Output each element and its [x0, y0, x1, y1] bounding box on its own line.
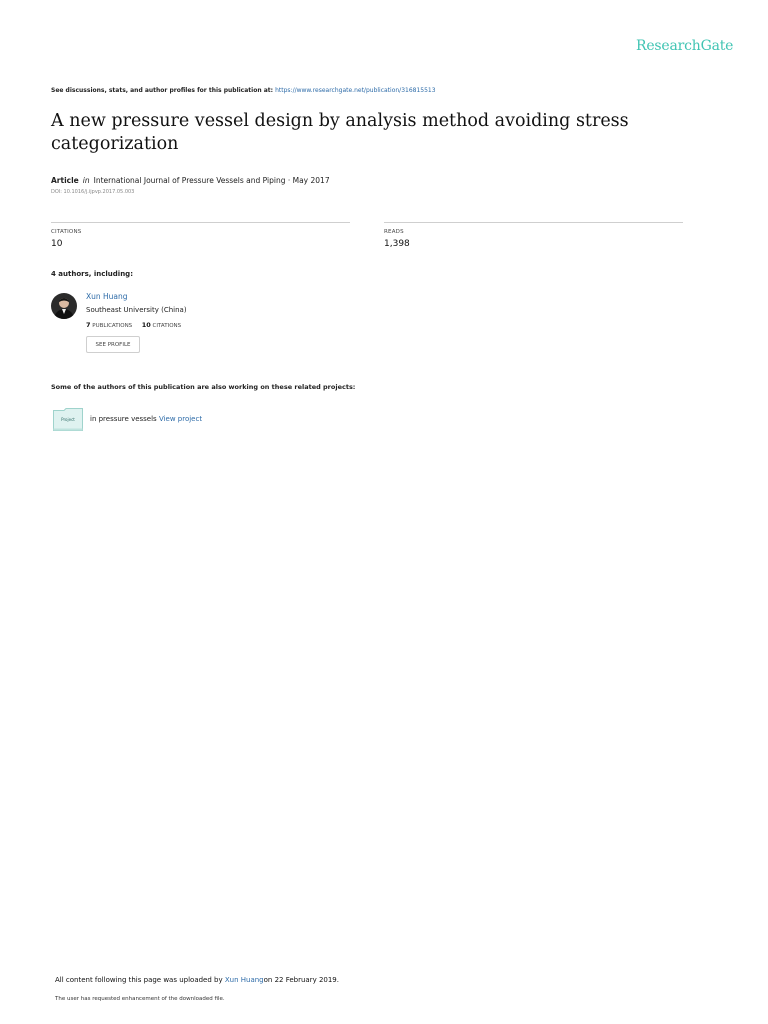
enhancement-note: The user has requested enhancement of the downloaded file. — [55, 996, 225, 1002]
author-publications-label: PUBLICATIONS — [92, 323, 133, 329]
uploaded-suffix: on 22 February 2019. — [263, 976, 339, 984]
authors-heading: 4 authors, including: — [51, 270, 133, 278]
see-profile-button[interactable]: SEE PROFILE — [86, 336, 140, 353]
author-citations-label: CITATIONS — [152, 323, 182, 329]
citations-divider — [51, 222, 350, 223]
publication-url-link[interactable]: https://www.researchgate.net/publication/316815513 — [275, 87, 436, 94]
reads-label: READS — [384, 229, 404, 235]
reads-divider — [384, 222, 683, 223]
reads-value: 1,398 — [384, 239, 410, 249]
citations-label: CITATIONS — [51, 229, 82, 235]
project-row — [90, 415, 202, 423]
publication-doi: DOI: 10.1016/j.ijpvp.2017.05.003 — [51, 189, 135, 195]
view-project-link[interactable]: View project — [158, 415, 203, 423]
project-text: in pressure vessels — [90, 415, 157, 423]
publication-meta — [51, 176, 330, 185]
projects-heading: Some of the authors of this publication are also working on these related projects: — [51, 383, 356, 391]
uploaded-prefix: All content following this page was uploaded by — [55, 976, 223, 984]
author-name-link[interactable]: Xun Huang — [86, 292, 128, 301]
author-citations-count: 10 — [141, 321, 151, 329]
researchgate-logo[interactable]: ResearchGate — [636, 38, 734, 54]
in-word: in — [82, 176, 90, 185]
discussions-line — [51, 87, 436, 94]
avatar[interactable] — [51, 293, 77, 319]
publication-type: Article — [51, 176, 79, 185]
journal-date: International Journal of Pressure Vessels and Piping · May 2017 — [93, 176, 330, 185]
uploaded-line — [55, 976, 339, 984]
publication-title: A new pressure vessel design by analysis method avoiding stress categorization — [51, 111, 629, 154]
author-publications-count: 7 — [86, 321, 91, 329]
discussions-text: See discussions, stats, and author profiles for this publication at: — [51, 87, 274, 94]
author-institution: Southeast University (China) — [86, 306, 187, 314]
author-stats — [86, 321, 181, 329]
citations-value: 10 — [51, 239, 63, 249]
project-thumbnail-label: Project — [61, 417, 75, 422]
uploader-link[interactable]: Xun Huang — [224, 976, 264, 984]
person-photo-icon — [51, 293, 77, 319]
